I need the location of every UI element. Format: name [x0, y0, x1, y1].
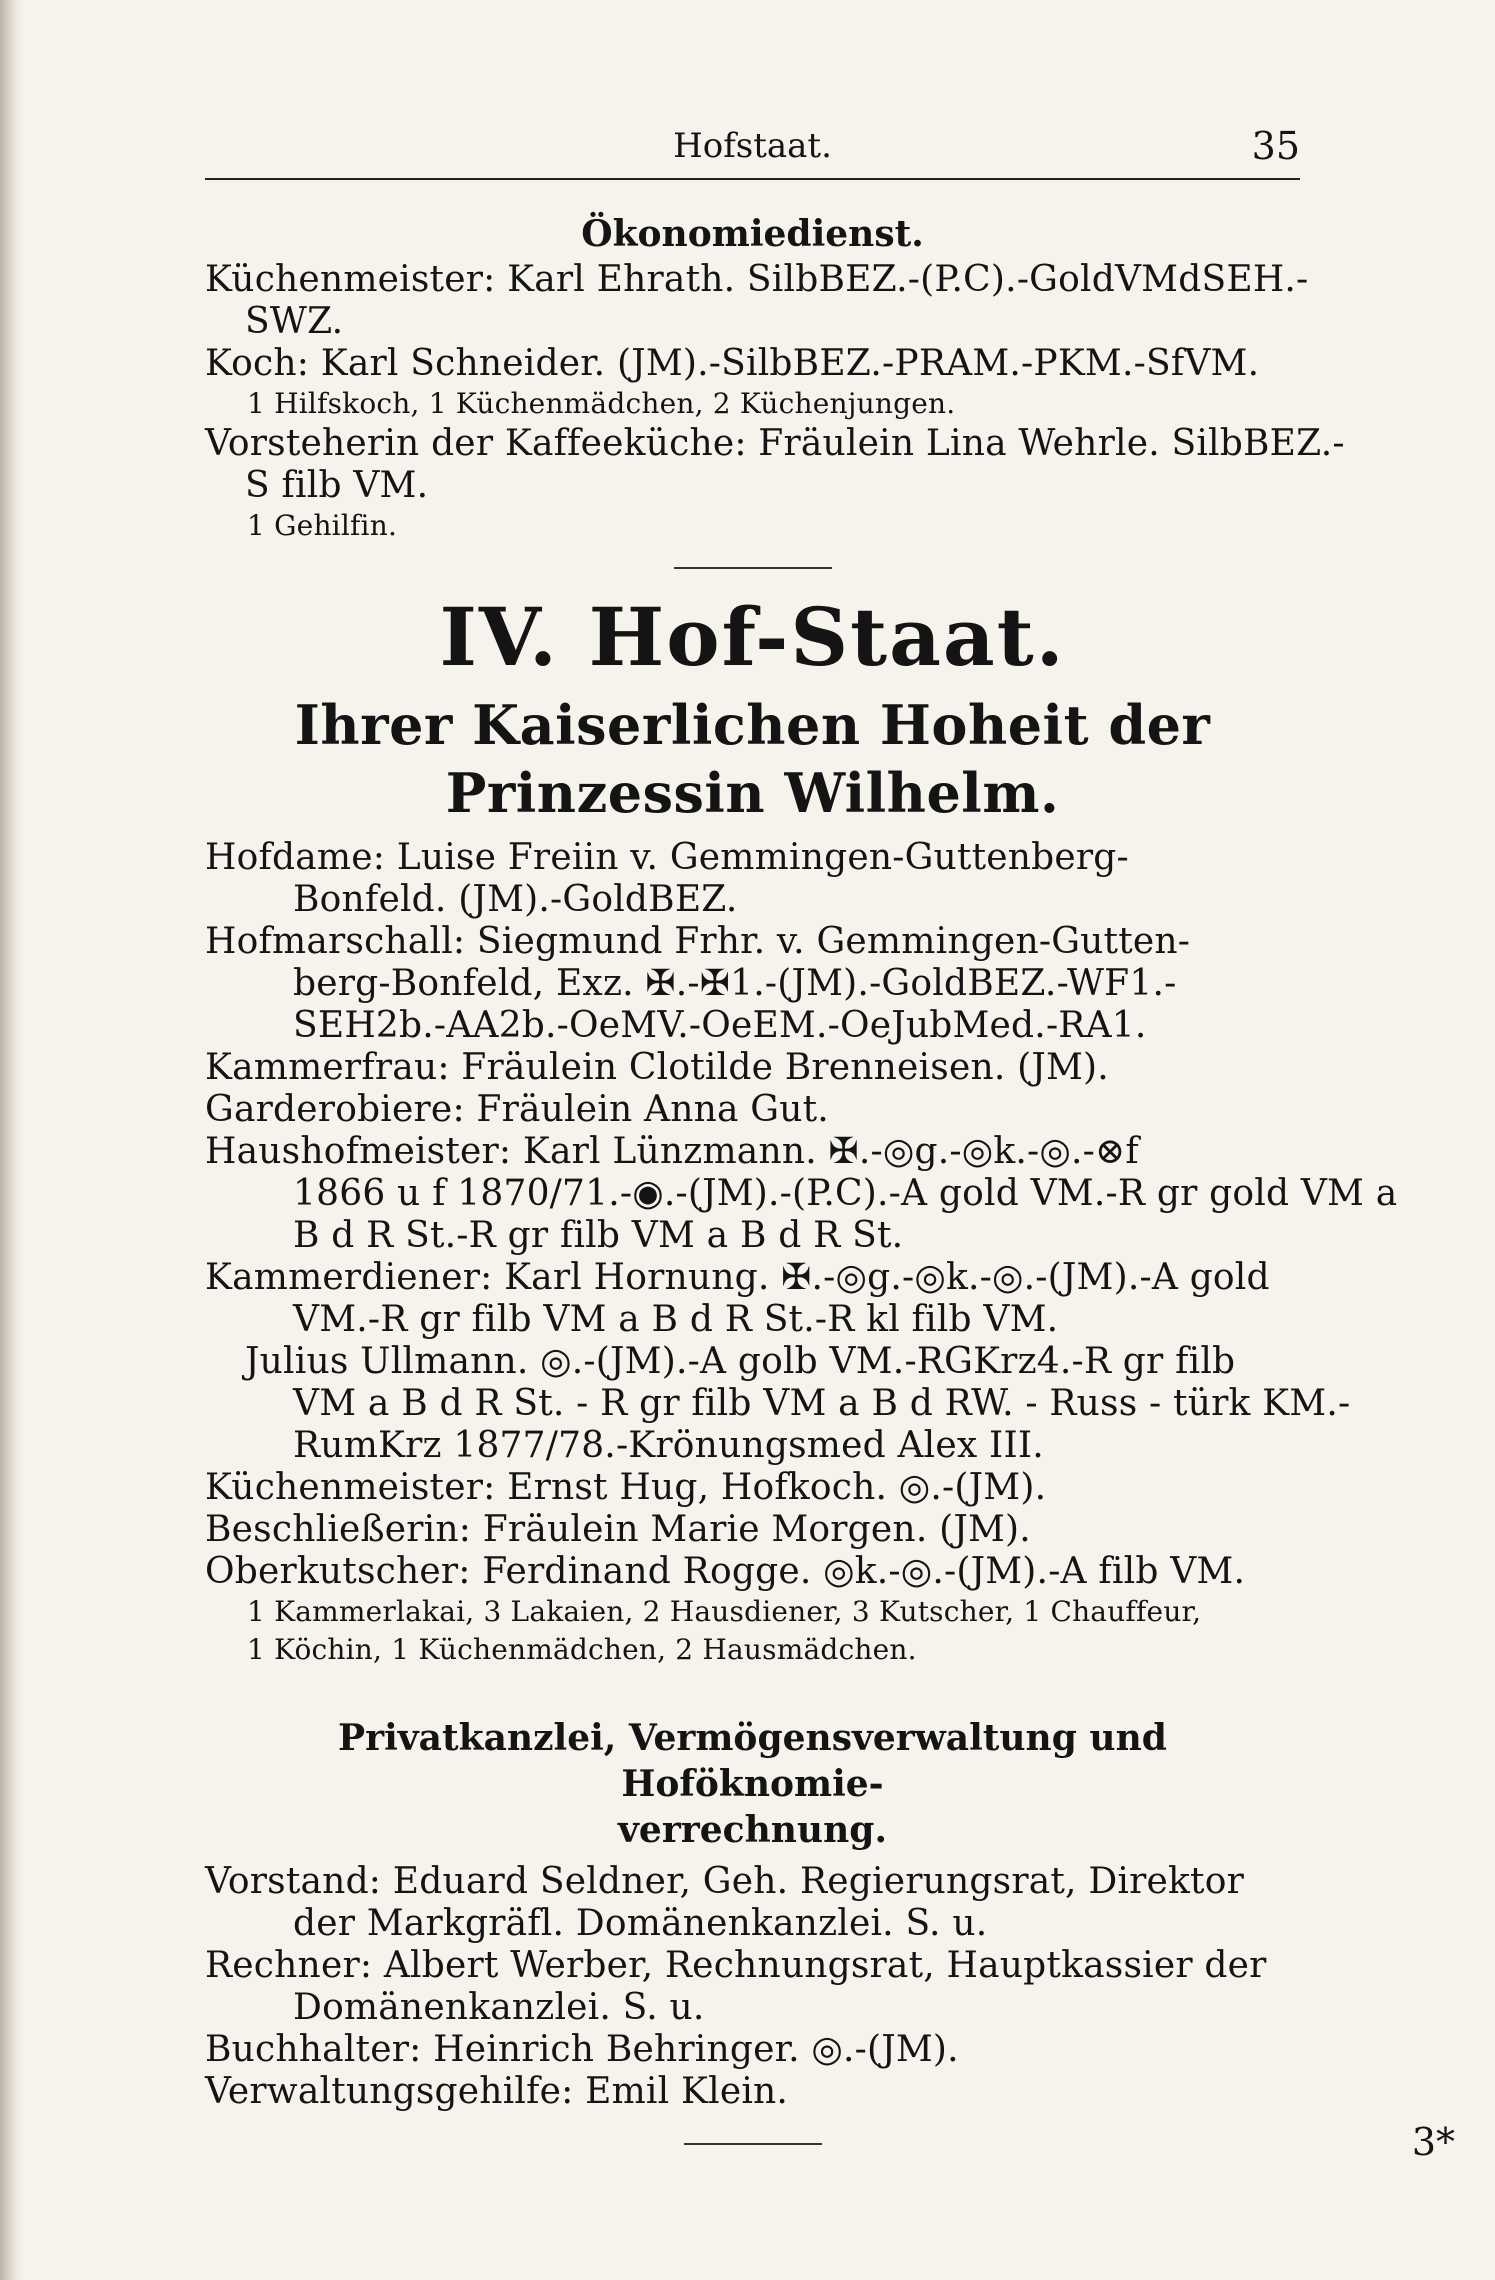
- header-rule: [205, 178, 1300, 180]
- text-line: Verwaltungsgehilfe: Emil Klein.: [205, 2071, 789, 2112]
- text-line: Küchenmeister: Karl Ehrath. SilbBEZ.-(P.C).-GoldVMdSEH.-: [205, 259, 1309, 300]
- text-line: SEH2b.-AA2b.-OeMV.-OeEM.-OeJubMed.-RA1.: [293, 1005, 1147, 1046]
- text-line: Domänenkanzlei. S. u.: [293, 1987, 705, 2028]
- text-line: berg-Bonfeld, Exz. ✠.-✠1.-(JM).-GoldBEZ.-WF1.-: [293, 963, 1177, 1004]
- oekonomie-heading: Ökonomiedienst.: [581, 213, 924, 255]
- page-content: [205, 205, 1398, 2173]
- section-title: IV. Hof-Staat.: [439, 590, 1066, 684]
- text-line: Vorsteherin der Kaffeeküche: Fräulein Lina Wehrle. SilbBEZ.-: [205, 423, 1345, 464]
- text-line: Kammerfrau: Fräulein Clotilde Brenneisen. (JM).: [205, 1047, 1109, 1088]
- text-line: Garderobiere: Fräulein Anna Gut.: [205, 1089, 829, 1130]
- text-line: Oberkutscher: Ferdinand Rogge. ◎k.-◎.-(JM).-A filb VM.: [205, 1551, 1246, 1592]
- text-line: Küchenmeister: Ernst Hug, Hofkoch. ◎.-(JM).: [205, 1467, 1047, 1508]
- section-subtitle: Ihrer Kaiserlichen Hoheit der Prinzessin Wilhelm.: [294, 693, 1211, 825]
- text-line: RumKrz 1877/78.-Krönungsmed Alex III.: [293, 1425, 1044, 1466]
- text-line: Hofdame: Luise Freiin v. Gemmingen-Guttenberg-: [205, 837, 1129, 878]
- text-line: VM.-R gr filb VM a B d R St.-R kl filb VM.: [293, 1299, 1059, 1340]
- text-line: 1866 u f 1870/71.-◉.-(JM).-(P.C).-A gold VM.-R gr gold VM a: [293, 1173, 1398, 1214]
- running-title: Hofstaat.: [673, 126, 832, 166]
- signature-mark: 3*: [1411, 2120, 1455, 2164]
- text-line: Bonfeld. (JM).-GoldBEZ.: [293, 879, 738, 920]
- section-divider: [674, 567, 832, 569]
- text-line: Hofmarschall: Siegmund Frhr. v. Gemmingen-Gutten-: [205, 921, 1191, 962]
- privat-heading-cont: verrechnung.: [618, 1809, 887, 1851]
- text-line: der Markgräfl. Domänenkanzlei. S. u.: [293, 1903, 988, 1944]
- text-line: Rechner: Albert Werber, Rechnungsrat, Hauptkassier der: [205, 1945, 1267, 1986]
- text-line: S filb VM.: [245, 465, 429, 506]
- staff-note: 1 Kammerlakai, 3 Lakaien, 2 Hausdiener, 3 Kutscher, 1 Chauffeur,: [247, 1595, 1202, 1628]
- text-line: SWZ.: [245, 301, 344, 342]
- text-line: Vorstand: Eduard Seldner, Geh. Regierungsrat, Direktor: [205, 1861, 1244, 1902]
- spacer: [205, 1669, 1300, 1715]
- staff-note: 1 Köchin, 1 Küchenmädchen, 2 Hausmädchen.: [247, 1633, 917, 1666]
- running-head: [205, 120, 1300, 180]
- spacer: [205, 1853, 1300, 1861]
- closing-divider: [684, 2143, 822, 2145]
- staff-note: 1 Gehilfin.: [247, 509, 398, 542]
- staff-note: 1 Hilfskoch, 1 Küchenmädchen, 2 Küchenjungen.: [247, 387, 956, 420]
- text-line: B d R St.-R gr filb VM a B d R St.: [293, 1215, 904, 1256]
- text-line: Beschließerin: Fräulein Marie Morgen. (JM).: [205, 1509, 1031, 1550]
- text-line: Buchhalter: Heinrich Behringer. ◎.-(JM).: [205, 2029, 959, 2070]
- text-line: VM a B d R St. - R gr filb VM a B d RW. - Russ - türk KM.-: [293, 1383, 1351, 1424]
- text-line: Haushofmeister: Karl Lünzmann. ✠.-◎g.-◎k.-◎.-⊗f: [205, 1131, 1139, 1172]
- text-line: Koch: Karl Schneider. (JM).-SilbBEZ.-PRAM.-PKM.-SfVM.: [205, 343, 1260, 384]
- privat-heading: Privatkanzlei, Vermögensverwaltung und Hoföknomie-: [338, 1717, 1167, 1805]
- text-line: Julius Ullmann. ◎.-(JM).-A golb VM.-RGKrz4.-R gr filb: [245, 1341, 1236, 1382]
- page-number: 35: [1251, 124, 1300, 168]
- page-edge-shadow: [0, 0, 24, 2280]
- text-line: Kammerdiener: Karl Hornung. ✠.-◎g.-◎k.-◎.-(JM).-A gold: [205, 1257, 1270, 1298]
